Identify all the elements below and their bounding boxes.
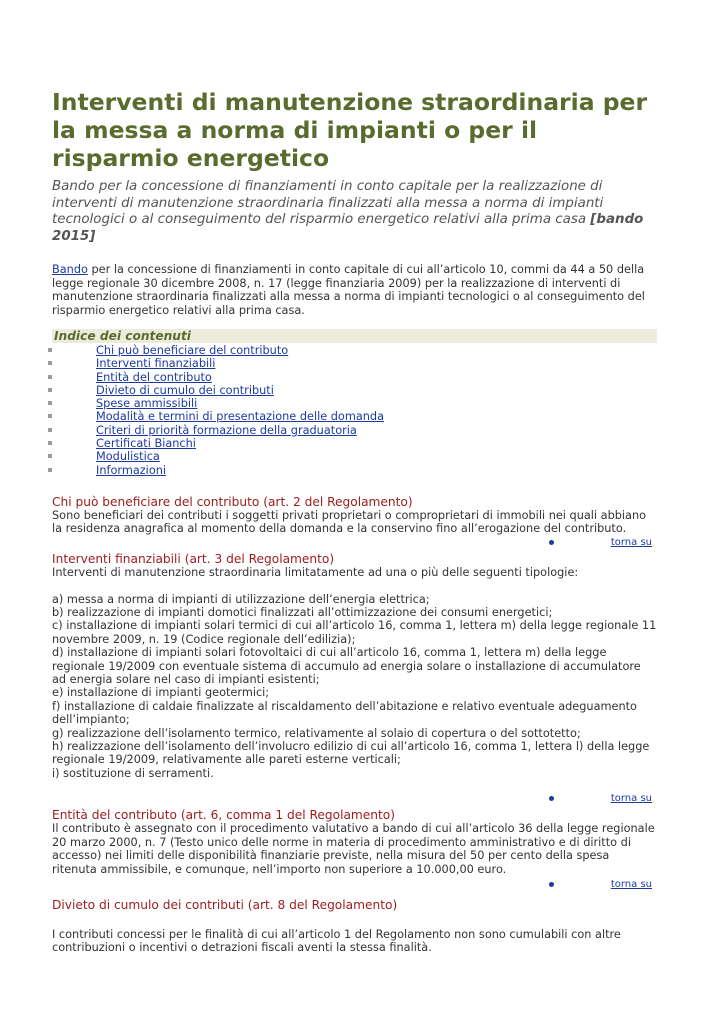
section-heading: Chi può beneficiare del contributo (art. 2 del Regolamento) xyxy=(52,494,413,509)
subtitle-text: Bando per la concessione di finanziamenti in conto capitale per la realizzazione di interventi di manutenzione straordinaria finalizzati alla messa a norma di impianti tecnologici o al conseguimento del risparmio energetico relativi alla prima casa xyxy=(52,179,604,227)
bullet-icon xyxy=(549,882,554,887)
section-body: Sono beneficiari dei contributi i soggetti privati proprietari o comproprietari di immobili nei quali abbiano la residenza anagrafica al momento della domanda e la conservino fino all’erogazione del contributo. xyxy=(52,508,647,536)
section-body: Il contributo è assegnato con il procedimento valutativo a bando di cui all’articolo 36 della legge regionale 20 marzo 2000, n. 7 (Testo unico delle norme in materia di procedimento amministrativo e di diritto di accesso) nei limiti delle disponibilità finanziarie previste, nella misura del 50 per cento della spesa ritenuta ammissibile, e comunque, nell’importo non superiore a 10.000,00 euro. xyxy=(52,822,655,876)
section-interventi-finanziabili xyxy=(52,552,657,807)
toc-item xyxy=(52,437,657,450)
index-heading: Indice dei contenuti xyxy=(52,329,657,343)
section-divieto-cumulo xyxy=(52,898,657,955)
bullet-icon xyxy=(48,454,52,458)
bullet-icon xyxy=(48,401,52,405)
bullet-icon xyxy=(48,468,52,472)
toc-link-chi-puo-beneficiare[interactable]: Chi può beneficiare del contributo xyxy=(96,344,289,357)
back-to-top xyxy=(52,878,657,892)
page-title: Interventi di manutenzione straordinaria per la messa a norma di impianti o per il risparmio energetico xyxy=(52,88,648,172)
back-to-top-link[interactable]: torna su xyxy=(610,793,652,805)
bullet-icon xyxy=(549,540,554,545)
toc-item xyxy=(52,464,657,477)
bullet-icon xyxy=(48,428,52,432)
section-heading: Interventi finanziabili (art. 3 del Regolamento) xyxy=(52,551,335,566)
page-content xyxy=(52,88,657,955)
toc-item xyxy=(52,397,657,410)
toc-link-informazioni[interactable]: Informazioni xyxy=(96,463,167,477)
toc-link-divieto-cumulo[interactable]: Divieto di cumulo dei contributi xyxy=(96,383,274,397)
toc-link-modalita-termini[interactable]: Modalità e termini di presentazione delle domanda xyxy=(96,410,385,424)
toc-item xyxy=(52,450,657,463)
bando-year-tag: [bando 2015] xyxy=(52,212,644,244)
section-body: Interventi di manutenzione straordinaria limitatamente ad una o più delle seguenti tipologie: a) messa a norma di impianti di utilizzazione dell’energia elettrica; b) realizzazione di impianti domotici finalizzati all’ottimizzazione dei consumi energetici; c) installazione di impianti solari termici di cui all’articolo 16, comma 1, lettera m) della legge regionale 11 novembre 2009, n. 19 (Codice regionale dell’edilizia); d) installazione di impianti solari fotovoltaici di cui all’articolo 16, comma 1, lettera m) della legge regionale 19/2009 con eventuale sistema di accumulo ad energia solare o installazione di accumulatore ad energia solare nel caso di impianti esistenti; e) installazione di impianti geotermici; f) installazione di caldaie finalizzate al riscaldamento dell’abitazione e relativo eventuale adeguamento dell’impianto; g) realizzazione dell’isolamento termico, relativamente al solaio di copertura o del sottotetto; h) realizzazione dell’isolamento dell’involucro edilizio di cui all’articolo 16, comma 1, lettera l) della legge regionale 19/2009, relativamente alle pareti esterne verticali; i) sostituzione di serramenti. xyxy=(52,565,657,780)
intro-text: per la concessione di finanziamenti in conto capitale di cui all’articolo 10, commi da 44 a 50 della legge regionale 30 dicembre 2008, n. 17 (legge finanziaria 2009) per la realizzazione di interventi di manutenzione straordinaria finalizzati alla messa a norma di impianti tecnologici o al conseguimento del risparmio energetico relativi alla prima casa. xyxy=(52,263,645,317)
toc-link-modulistica[interactable]: Modulistica xyxy=(96,450,160,464)
toc-item xyxy=(52,384,657,397)
bullet-icon xyxy=(48,441,52,445)
toc-item xyxy=(52,410,657,423)
toc-link-criteri-priorita[interactable]: Criteri di priorità formazione della graduatoria xyxy=(96,423,357,437)
toc-link-interventi-finanziabili[interactable]: Interventi finanziabili xyxy=(96,357,216,371)
toc-link-certificati-bianchi[interactable]: Certificati Bianchi xyxy=(96,437,196,451)
toc-item xyxy=(52,357,657,370)
section-entita-contributo xyxy=(52,808,657,892)
bando-link[interactable]: Bando xyxy=(52,263,88,276)
intro-paragraph xyxy=(52,263,657,317)
table-of-contents xyxy=(52,344,657,477)
back-to-top-link[interactable]: torna su xyxy=(610,536,652,548)
bullet-icon xyxy=(48,361,52,365)
section-heading: Divieto di cumulo dei contributi (art. 8 del Regolamento) xyxy=(52,897,398,912)
toc-link-entita-contributo[interactable]: Entità del contributo xyxy=(96,370,212,384)
page-subtitle xyxy=(52,179,657,245)
bullet-icon xyxy=(549,796,554,801)
toc-item xyxy=(52,424,657,437)
section-chi-puo-beneficiare xyxy=(52,495,657,550)
toc-link-spese-ammissibili[interactable]: Spese ammissibili xyxy=(96,397,198,411)
bullet-icon xyxy=(48,348,52,352)
section-body: I contributi concessi per le finalità di cui all’articolo 1 del Regolamento non sono cumulabili con altre contribuzioni o incentivi o detrazioni fiscali aventi la stessa finalità. xyxy=(52,927,621,955)
back-to-top xyxy=(52,536,657,550)
toc-item xyxy=(52,344,657,357)
back-to-top xyxy=(52,792,657,806)
section-heading: Entità del contributo (art. 6, comma 1 del Regolamento) xyxy=(52,808,396,823)
back-to-top-link[interactable]: torna su xyxy=(610,878,652,890)
bullet-icon xyxy=(48,414,52,418)
toc-item xyxy=(52,371,657,384)
bullet-icon xyxy=(48,375,52,379)
bullet-icon xyxy=(48,388,52,392)
